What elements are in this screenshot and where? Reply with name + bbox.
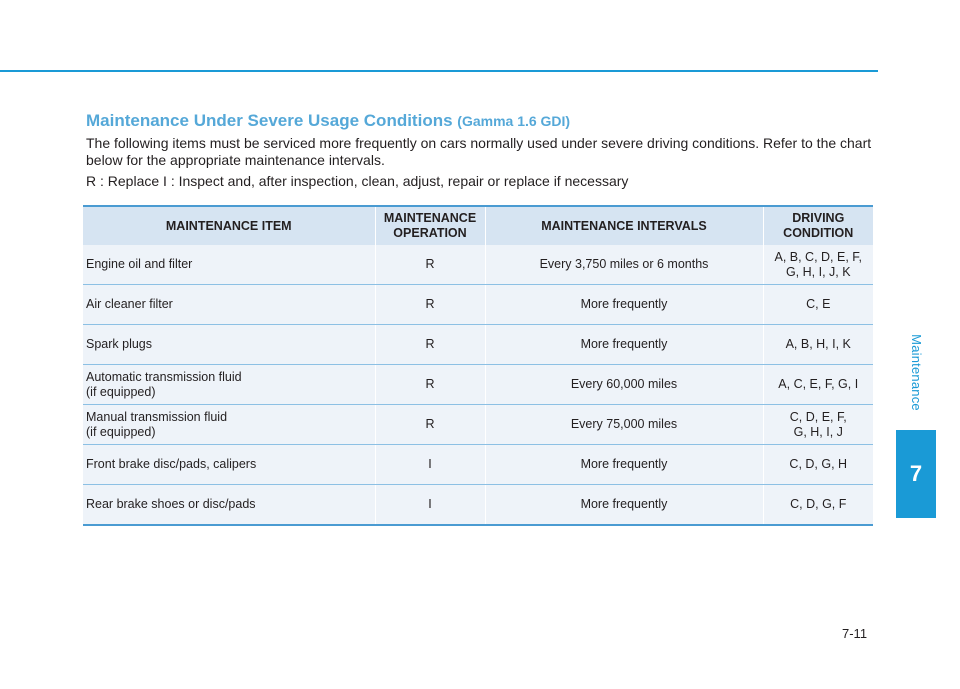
table-row [83,365,873,405]
cell-condition: C, D, G, H [763,445,873,485]
legend-text: R : Replace I : Inspect and, after inspection, clean, adjust, repair or replace if necessary [86,173,629,189]
cell-condition: C, D, G, F [763,485,873,526]
cell-operation: R [375,325,485,365]
cell-item: Front brake disc/pads, calipers [83,445,375,485]
chapter-label: Maintenance [908,333,924,411]
cell-operation: R [375,245,485,285]
cell-operation: I [375,445,485,485]
cell-item: Spark plugs [83,325,375,365]
cell-operation: R [375,405,485,445]
top-divider [0,70,878,72]
cell-interval: Every 3,750 miles or 6 months [485,245,763,285]
cell-condition: A, B, H, I, K [763,325,873,365]
table-header-row [83,206,873,245]
intro-paragraph: The following items must be serviced more frequently on cars normally used under severe driving conditions. Refer to the chart below for the appropriate maintenance intervals. [86,135,872,168]
cell-interval: More frequently [485,485,763,526]
cell-condition: A, B, C, D, E, F, G, H, I, J, K [763,245,873,285]
cell-item: Air cleaner filter [83,285,375,325]
table-row [83,285,873,325]
section-title: Maintenance Under Severe Usage Conditions (Gamma 1.6 GDI) [86,111,571,130]
maintenance-table [83,205,873,526]
table-row [83,245,873,285]
page-number: 7-11 [842,626,868,641]
chapter-number: 7 [896,430,936,518]
cell-operation: I [375,485,485,526]
cell-interval: Every 60,000 miles [485,365,763,405]
cell-interval: Every 75,000 miles [485,405,763,445]
cell-item: Automatic transmission fluid (if equipped) [83,365,375,405]
cell-item: Manual transmission fluid (if equipped) [83,405,375,445]
table-row [83,405,873,445]
cell-condition: C, D, E, F, G, H, I, J [763,405,873,445]
cell-operation: R [375,365,485,405]
cell-condition: A, C, E, F, G, I [763,365,873,405]
chapter-side-tab [896,318,936,518]
header-maintenance-intervals: MAINTENANCE INTERVALS [485,206,763,245]
table-row [83,485,873,526]
cell-operation: R [375,285,485,325]
cell-interval: More frequently [485,285,763,325]
header-driving-condition: DRIVING CONDITION [763,206,873,245]
header-maintenance-operation: MAINTENANCE OPERATION [375,206,485,245]
cell-interval: More frequently [485,445,763,485]
cell-item: Rear brake shoes or disc/pads [83,485,375,526]
section-subtitle: (Gamma 1.6 GDI) [457,113,571,129]
table-row [83,325,873,365]
cell-interval: More frequently [485,325,763,365]
header-maintenance-item: MAINTENANCE ITEM [83,206,375,245]
cell-item: Engine oil and filter [83,245,375,285]
table-row [83,445,873,485]
cell-condition: C, E [763,285,873,325]
